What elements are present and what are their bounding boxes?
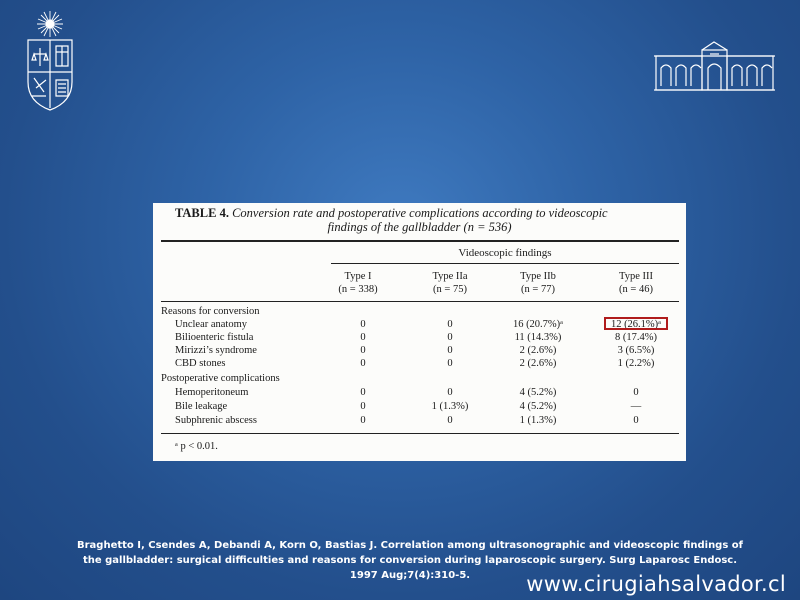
table-cell: 1 (2.2%) (617, 358, 655, 369)
top-rule (161, 240, 679, 242)
column-n: (n = 77) (521, 284, 555, 295)
table-cell: 1 (1.3%) (431, 401, 469, 412)
table-cell: 0 (447, 319, 453, 330)
column-label: Type I (344, 271, 372, 282)
row-label: CBD stones (175, 358, 226, 369)
column-n: (n = 75) (433, 284, 467, 295)
table-cell: 0 (360, 387, 366, 398)
table-cell: 12 (26.1%)ᵃ (610, 319, 662, 330)
column-header-type-iia (405, 270, 495, 296)
table-cell: 0 (447, 332, 453, 343)
column-header-type-iii (591, 270, 681, 296)
table-number: TABLE 4. (175, 206, 229, 220)
table-cell: 0 (447, 358, 453, 369)
column-header-type-i (313, 270, 403, 296)
row-label: Unclear anatomy (175, 319, 248, 330)
table-cell: 4 (5.2%) (519, 387, 557, 398)
table-cell: 0 (360, 345, 366, 356)
column-header-type-iib (493, 270, 583, 296)
column-label: Type IIb (520, 271, 556, 282)
header-rule (161, 301, 679, 302)
table-cell: 0 (360, 415, 366, 426)
table-cell: 3 (6.5%) (617, 345, 655, 356)
table-footnote: ᵃ p < 0.01. (175, 441, 218, 452)
group-header: Videoscopic findings (458, 247, 552, 259)
column-label: Type IIa (432, 271, 468, 282)
table-cell: 0 (447, 345, 453, 356)
table-cell: 0 (447, 415, 453, 426)
table-title (175, 206, 675, 220)
table-cell: 0 (360, 319, 366, 330)
table-title-line1: Conversion rate and postoperative complications according to videoscopic (232, 206, 608, 220)
table-cell: 1 (1.3%) (519, 415, 557, 426)
table-cell: 0 (633, 415, 639, 426)
table-cell: 11 (14.3%) (514, 332, 562, 343)
row-label: Bilioenteric fistula (175, 332, 254, 343)
row-label: Mirizzi’s syndrome (175, 345, 257, 356)
row-label: Subphrenic abscess (175, 415, 257, 426)
table-title-line2: findings of the gallbladder (n = 536) (327, 220, 512, 234)
university-crest-logo (22, 10, 78, 112)
row-label: Bile leakage (175, 401, 228, 412)
table-cell: 0 (360, 332, 366, 343)
website-url: www.cirugiahsalvador.cl (526, 572, 786, 596)
table-cell: 0 (447, 387, 453, 398)
table-cell: 16 (20.7%)ᵃ (512, 319, 564, 330)
row-label: Hemoperitoneum (175, 387, 249, 398)
table-cell: 0 (360, 358, 366, 369)
table-cell: 2 (2.6%) (519, 358, 557, 369)
table-cell: 4 (5.2%) (519, 401, 557, 412)
table-cell: 0 (633, 387, 639, 398)
section-label-conversion: Reasons for conversion (161, 306, 260, 317)
group-rule (331, 263, 679, 264)
column-n: (n = 338) (338, 284, 378, 295)
bottom-rule (161, 433, 679, 434)
column-label: Type III (619, 271, 653, 282)
table-cell: — (630, 401, 642, 412)
column-n: (n = 46) (619, 284, 653, 295)
citation-text: Braghetto I, Csendes A, Debandi A, Korn O, Bastias J. Correlation among ultrasonographic and videoscopic findings of the gallbladder: surgical difficulties and reasons for conversion during laparoscopic surgery. Surg Laparosc Endosc. 1997 Aug;7(4):310-5. (76, 540, 743, 581)
hospital-building-logo (652, 40, 777, 92)
table-cell: 8 (17.4%) (615, 332, 657, 343)
table-cell: 2 (2.6%) (519, 345, 557, 356)
highlight-box (604, 317, 668, 330)
section-label-complications: Postoperative complications (161, 373, 280, 384)
table-image (153, 203, 686, 461)
table-cell: 0 (360, 401, 366, 412)
